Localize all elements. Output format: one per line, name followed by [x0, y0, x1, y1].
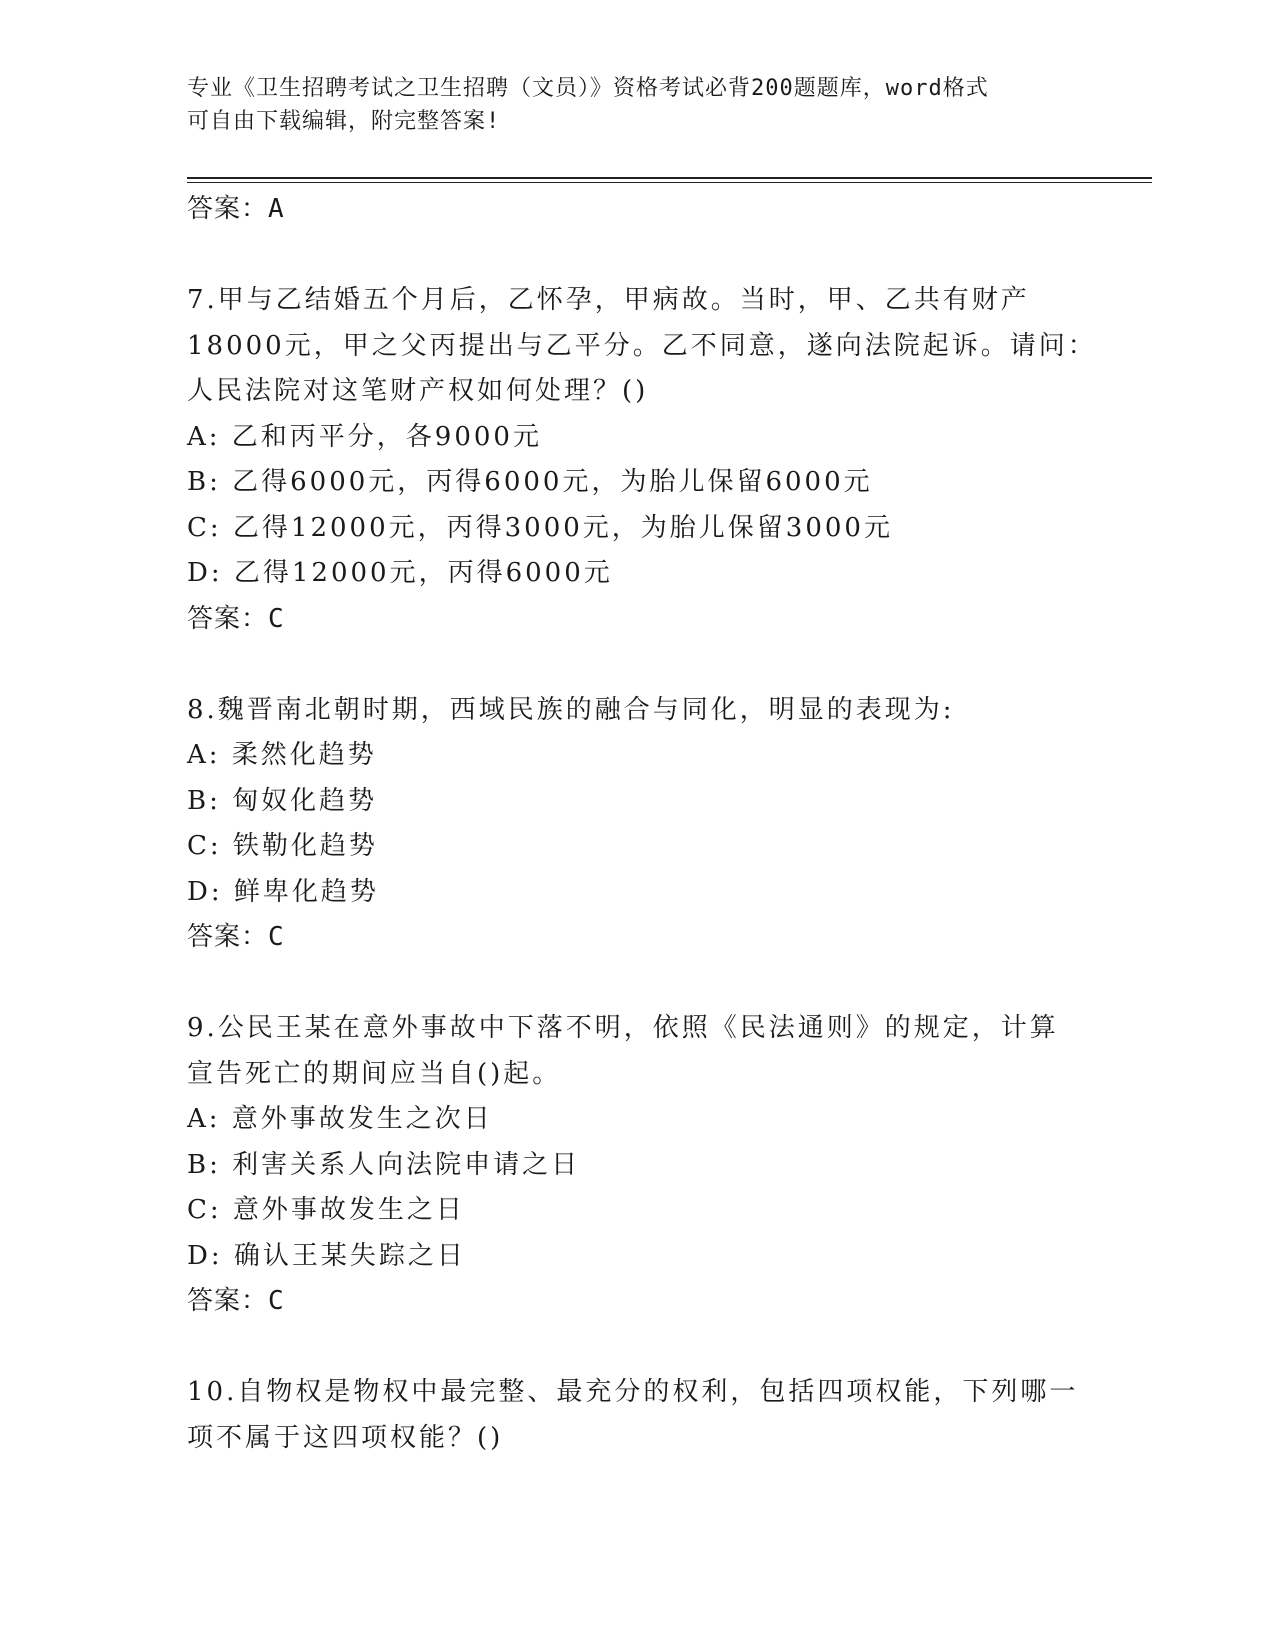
- option-b: B: 匈奴化趋势: [187, 785, 378, 816]
- header-title-line-2: 可自由下载编辑，附完整答案!: [187, 109, 501, 134]
- question-stem: 项不属于这四项权能？(): [187, 1422, 504, 1453]
- question-block: [187, 278, 1097, 642]
- option-c: C: 意外事故发生之日: [187, 1195, 465, 1225]
- question-block: [187, 1370, 1087, 1461]
- header-divider-thick: [187, 177, 1152, 179]
- option-a: A: 意外事故发生之次日: [187, 1104, 493, 1134]
- option-d: D: 乙得12000元，丙得6000元: [187, 558, 613, 588]
- spacer: [187, 1325, 1087, 1371]
- header-title-line-1: 专业《卫生招聘考试之卫生招聘（文员）》资格考试必背200题题库，word格式: [187, 76, 989, 101]
- option-d: D: 确认王某失踪之日: [187, 1240, 466, 1271]
- question-stem: 人民法院对这笔财产权如何处理？(): [187, 376, 649, 406]
- option-a: A: 柔然化趋势: [187, 740, 377, 770]
- spacer: [187, 642, 1087, 688]
- option-b: B: 乙得6000元，丙得6000元，为胎儿保留6000元: [187, 467, 873, 497]
- option-b: B: 利害关系人向法院申请之日: [187, 1149, 581, 1180]
- spacer: [187, 233, 1087, 279]
- option-d: D: 鲜卑化趋势: [187, 876, 379, 907]
- question-block: [187, 1006, 1087, 1325]
- question-stem: 9.公民王某在意外事故中下落不明，依照《民法通则》的规定，计算: [187, 1013, 1059, 1043]
- question-stem: 7.甲与乙结婚五个月后，乙怀孕，甲病故。当时，甲、乙共有财产: [187, 285, 1030, 315]
- question-list: [187, 187, 1097, 1461]
- question-stem: 8.魏晋南北朝时期，西域民族的融合与同化，明显的表现为:: [187, 694, 955, 725]
- option-c: C: 乙得12000元，丙得3000元，为胎儿保留3000元: [187, 512, 893, 543]
- question-block: [187, 688, 1087, 961]
- question-stem: 宣告死亡的期间应当自()起。: [187, 1058, 562, 1089]
- document-header: [187, 72, 1067, 138]
- previous-answer: 答案：A: [187, 194, 285, 224]
- answer: 答案：C: [187, 603, 285, 634]
- answer: 答案：C: [187, 1286, 285, 1316]
- option-c: C: 铁勒化趋势: [187, 831, 378, 861]
- spacer: [187, 961, 1087, 1007]
- question-stem: 10.自物权是物权中最完整、最充分的权利，包括四项权能，下列哪一: [187, 1377, 1079, 1407]
- question-stem: 18000元，甲之父丙提出与乙平分。乙不同意，遂向法院起诉。请问：: [187, 330, 1097, 361]
- answer: 答案：C: [187, 922, 285, 952]
- header-divider-thin: [187, 182, 1152, 183]
- option-a: A: 乙和丙平分，各9000元: [187, 421, 542, 452]
